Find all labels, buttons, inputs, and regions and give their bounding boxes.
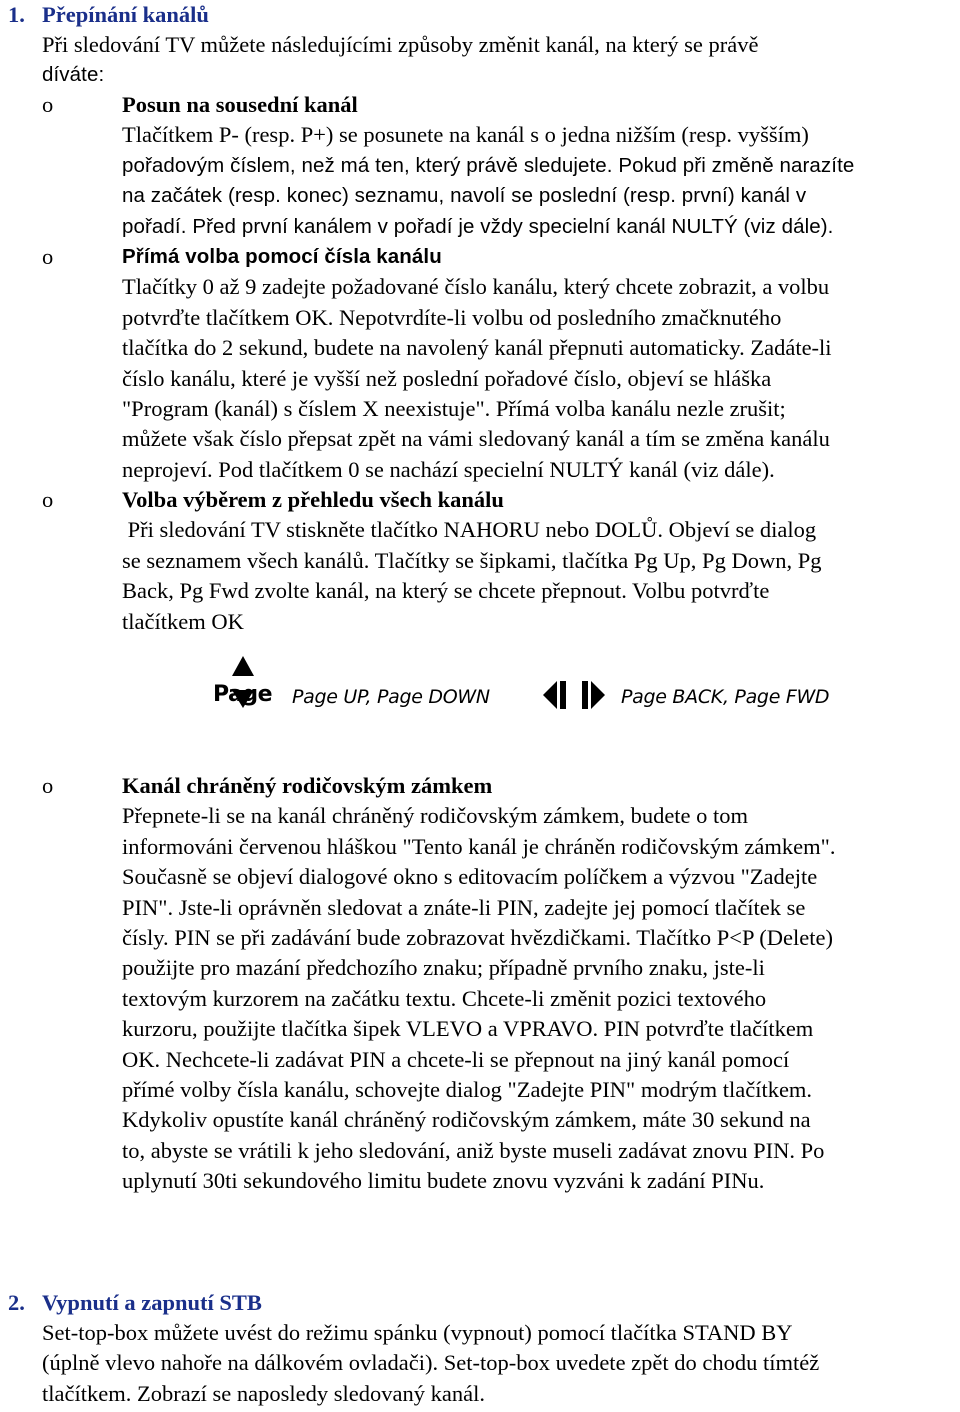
list-item-line: Přepnete-li se na kanál chráněný rodičovským zámkem, budete o tom: [122, 803, 749, 829]
list-item-line: můžete však číslo přepsat zpět na vámi sledovaný kanál a tím se změna kanálu: [122, 426, 830, 452]
list-item-line: Back, Pg Fwd zvolte kanál, na který se chcete přepnout. Volbu potvrďte: [122, 578, 770, 604]
section-1-number: 1.: [8, 2, 25, 27]
list-item-line: Tlačítky 0 až 9 zadejte požadované číslo kanálu, který chcete zobrazit, a volbu: [122, 274, 830, 300]
list-item-line: OK. Nechcete-li zadávat PIN a chcete-li se přepnout na jiný kanál pomocí: [122, 1046, 790, 1072]
section-2-title: Vypnutí a zapnutí STB: [42, 1290, 262, 1315]
section-1-intro: [42, 30, 952, 91]
list-item-prima-volba: [122, 242, 957, 485]
list-item-line: neprojeví. Pod tlačítkem 0 se nachází specielní NULTÝ kanál (viz dále).: [122, 456, 775, 482]
bullet-marker: o: [42, 487, 54, 512]
intro-line: díváte:: [42, 63, 105, 87]
intro-line: Při sledování TV můžete následujícími způsoby změnit kanál, na který se právě: [42, 32, 759, 57]
page-keys-figure: [213, 654, 853, 734]
list-item-line: Tlačítkem P- (resp. P+) se posunete na kanál s o jedna nižším (resp. vyšším): [122, 122, 809, 148]
list-item-line: PIN". Jste-li oprávněn sledovat a znáte-li PIN, zadejte jej pomocí tlačítek se: [122, 894, 806, 920]
list-item-heading: Kanál chráněný rodičovským zámkem: [122, 773, 493, 798]
section-2-line: Set-top-box můžete uvést do režimu spánku (vypnout) pomocí tlačítka STAND BY: [42, 1320, 793, 1345]
section-2-number: 2.: [8, 1290, 25, 1315]
list-item-line: uplynutí 30ti sekundového limitu budete znovu vyzváni k zadání PINu.: [122, 1168, 765, 1194]
page-key-label: Page: [213, 682, 273, 707]
list-item-line: se seznamem všech kanálů. Tlačítky se šipkami, tlačítka Pg Up, Pg Down, Pg: [122, 547, 822, 573]
list-item-line: použijte pro mazání předchozího znaku; případně prvního znaku, jste-li: [122, 955, 765, 981]
section-1-title: Přepínání kanálů: [42, 2, 209, 27]
list-item-rodicovsky-zamek: [122, 771, 957, 1196]
section-2-line: tlačítkem. Zobrazí se naposledy sledovaný kanál.: [42, 1380, 485, 1406]
list-item-line: přímé volby čísla kanálu, schovejte dialog "Zadejte PIN" modrým tlačítkem.: [122, 1076, 813, 1102]
list-item-line: to, abyste se vrátili k jeho sledování, aniž byste museli zadávat znovu PIN. Po: [122, 1137, 825, 1163]
list-item-heading: Volba výběrem z přehledu všech kanálu: [122, 487, 504, 512]
list-item-line: tlačítkem OK: [122, 608, 244, 634]
section-2-body: [42, 1318, 952, 1409]
list-item-volba-vyberem: [122, 485, 957, 637]
page-back-fwd-caption: Page BACK, Page FWD: [621, 686, 830, 708]
list-item-line: informováni červenou hláškou "Tento kanál je chráněn rodičovským zámkem".: [122, 833, 836, 859]
list-item-line: Kdykoliv opustíte kanál chráněný rodičovským zámkem, máte 30 sekund na: [122, 1107, 811, 1133]
page-up-down-caption: Page UP, Page DOWN: [292, 686, 490, 708]
list-item-line: tlačítka do 2 sekund, budete na navolený kanál přepnuti automaticky. Zadáte-li: [122, 335, 832, 361]
list-item-line: pořadovým číslem, než má ten, který právě sledujete. Pokud při změně narazíte: [122, 153, 855, 177]
list-item-line: kurzoru, použijte tlačítka šipek VLEVO a VPRAVO. PIN potvrďte tlačítkem: [122, 1016, 814, 1042]
section-2-line: (úplně vlevo nahoře na dálkovém ovladači). Set-top-box uvedete zpět do chodu tímtéž: [42, 1350, 820, 1376]
list-item-line: pořadí. Před první kanálem v pořadí je vždy specielní kanál NULTÝ (viz dále).: [122, 214, 834, 238]
page-back-fwd-arrows-icon: [543, 680, 605, 710]
list-item-line: na začátek (resp. konec) seznamu, navolí se poslední (resp. první) kanál v: [122, 184, 807, 208]
bullet-marker: o: [42, 773, 54, 798]
list-item-line: potvrďte tlačítkem OK. Nepotvrdíte-li volbu od posledního zmačknutého: [122, 304, 782, 330]
list-item-posun: [122, 90, 957, 242]
bullet-marker: o: [42, 244, 54, 269]
list-item-heading: Přímá volba pomocí čísla kanálu: [122, 245, 442, 268]
list-item-line: čísly. PIN se při zadávání bude zobrazovat hvězdičkami. Tlačítko P<P (Delete): [122, 924, 833, 950]
list-item-line: číslo kanálu, které je vyšší než poslední pořadové číslo, objeví se hláška: [122, 365, 772, 391]
list-item-line: Současně se objeví dialogové okno s editovacím políčkem a výzvou "Zadejte: [122, 864, 818, 890]
list-item-line: "Program (kanál) s číslem X neexistuje". Přímá volba kanálu nezle zrušit;: [122, 395, 786, 421]
list-item-line: Při sledování TV stiskněte tlačítko NAHORU nebo DOLŮ. Objeví se dialog: [122, 517, 817, 543]
list-item-line: textovým kurzorem na začátku textu. Chcete-li změnit pozici textového: [122, 985, 767, 1011]
list-item-heading: Posun na sousední kanál: [122, 92, 358, 117]
bullet-marker: o: [42, 92, 54, 117]
